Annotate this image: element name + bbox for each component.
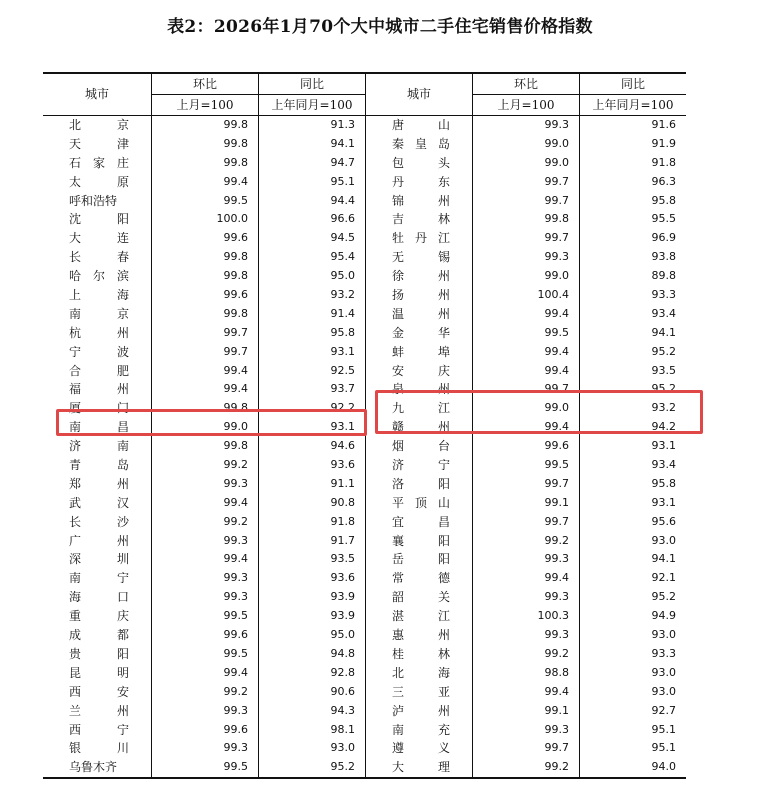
mom-cell: 100.3 bbox=[472, 607, 579, 626]
table-row bbox=[43, 324, 686, 343]
city-cell: 湛江 bbox=[365, 607, 472, 626]
table-row bbox=[43, 456, 686, 475]
yoy-cell: 93.0 bbox=[579, 664, 686, 683]
mom-cell: 99.8 bbox=[151, 437, 258, 456]
yoy-cell: 95.2 bbox=[258, 758, 365, 777]
yoy-cell: 95.0 bbox=[258, 626, 365, 645]
city-cell: 大连 bbox=[69, 231, 129, 246]
yoy-cell: 93.7 bbox=[258, 380, 365, 399]
mom-cell: 99.7 bbox=[472, 513, 579, 532]
city-cell: 温州 bbox=[365, 305, 472, 324]
city-cell: 泸州 bbox=[365, 702, 472, 721]
city-cell: 蚌埠 bbox=[365, 343, 472, 362]
yoy-cell: 94.3 bbox=[258, 702, 365, 721]
yoy-cell: 93.4 bbox=[579, 305, 686, 324]
header-yoy-base-left: 上年同月=100 bbox=[258, 95, 365, 115]
mom-cell: 99.7 bbox=[472, 475, 579, 494]
mom-cell: 99.5 bbox=[151, 192, 258, 211]
mom-cell: 99.7 bbox=[472, 192, 579, 211]
yoy-cell: 93.0 bbox=[258, 739, 365, 758]
yoy-cell: 95.1 bbox=[258, 173, 365, 192]
mom-cell: 99.0 bbox=[472, 399, 579, 418]
table-row bbox=[43, 192, 686, 211]
mom-cell: 99.5 bbox=[472, 456, 579, 475]
table-row bbox=[43, 362, 686, 381]
table-row bbox=[43, 683, 686, 702]
city-cell: 唐山 bbox=[365, 116, 472, 135]
city-cell: 南宁 bbox=[69, 571, 129, 586]
city-cell: 扬州 bbox=[365, 286, 472, 305]
mom-cell: 100.0 bbox=[151, 210, 258, 229]
city-cell: 武汉 bbox=[69, 495, 129, 510]
table-row bbox=[43, 532, 686, 551]
table-row bbox=[43, 588, 686, 607]
mom-cell: 99.4 bbox=[151, 664, 258, 683]
table-row bbox=[43, 645, 686, 664]
yoy-cell: 93.6 bbox=[258, 456, 365, 475]
city-cell: 广州 bbox=[69, 533, 129, 548]
city-cell: 昆明 bbox=[69, 665, 129, 680]
mom-cell: 99.1 bbox=[472, 702, 579, 721]
mom-cell: 99.0 bbox=[472, 267, 579, 286]
mom-cell: 99.2 bbox=[151, 456, 258, 475]
mom-cell: 99.3 bbox=[151, 532, 258, 551]
mom-cell: 99.2 bbox=[151, 683, 258, 702]
mom-cell: 99.8 bbox=[151, 248, 258, 267]
yoy-cell: 95.8 bbox=[258, 324, 365, 343]
table-row bbox=[43, 229, 686, 248]
yoy-cell: 93.1 bbox=[579, 437, 686, 456]
yoy-cell: 94.4 bbox=[258, 192, 365, 211]
mom-cell: 99.0 bbox=[472, 135, 579, 154]
table-title: 表2：2026年1月70个大中城市二手住宅销售价格指数 bbox=[167, 17, 593, 37]
mom-cell: 99.8 bbox=[151, 399, 258, 418]
yoy-cell: 94.1 bbox=[579, 550, 686, 569]
city-cell: 深圳 bbox=[69, 552, 129, 567]
yoy-cell: 93.2 bbox=[258, 286, 365, 305]
city-cell: 长沙 bbox=[69, 514, 129, 529]
mom-cell: 99.4 bbox=[151, 362, 258, 381]
city-cell: 丹东 bbox=[365, 173, 472, 192]
city-cell: 安庆 bbox=[365, 362, 472, 381]
city-cell: 泉州 bbox=[365, 380, 472, 399]
city-cell: 宁波 bbox=[69, 344, 129, 359]
yoy-cell: 93.5 bbox=[258, 550, 365, 569]
mom-cell: 99.8 bbox=[472, 210, 579, 229]
yoy-cell: 96.9 bbox=[579, 229, 686, 248]
mom-cell: 99.8 bbox=[151, 116, 258, 135]
city-cell: 西安 bbox=[69, 684, 129, 699]
yoy-cell: 93.1 bbox=[579, 494, 686, 513]
mom-cell: 99.3 bbox=[151, 569, 258, 588]
table-row bbox=[43, 475, 686, 494]
city-cell: 上海 bbox=[69, 288, 129, 303]
city-cell: 南昌 bbox=[69, 420, 129, 435]
mom-cell: 99.6 bbox=[151, 626, 258, 645]
mom-cell: 99.0 bbox=[151, 418, 258, 437]
mom-cell: 99.6 bbox=[151, 229, 258, 248]
mom-cell: 99.5 bbox=[472, 324, 579, 343]
city-cell: 贵阳 bbox=[69, 646, 129, 661]
table-row bbox=[43, 437, 686, 456]
header-yoy-base-right: 上年同月=100 bbox=[579, 95, 686, 115]
mom-cell: 99.4 bbox=[472, 569, 579, 588]
mom-cell: 99.8 bbox=[151, 267, 258, 286]
mom-cell: 99.3 bbox=[472, 248, 579, 267]
city-cell: 石家庄 bbox=[69, 155, 129, 170]
mom-cell: 99.3 bbox=[472, 550, 579, 569]
mom-cell: 98.8 bbox=[472, 664, 579, 683]
yoy-cell: 95.2 bbox=[579, 380, 686, 399]
mom-cell: 99.4 bbox=[472, 362, 579, 381]
table-body bbox=[43, 116, 686, 777]
yoy-cell: 94.0 bbox=[579, 758, 686, 777]
yoy-cell: 93.3 bbox=[579, 286, 686, 305]
header-mom-right: 环比 bbox=[472, 74, 579, 94]
city-cell: 桂林 bbox=[365, 645, 472, 664]
city-cell: 惠州 bbox=[365, 626, 472, 645]
city-cell: 平顶山 bbox=[365, 494, 472, 513]
yoy-cell: 95.4 bbox=[258, 248, 365, 267]
yoy-cell: 93.9 bbox=[258, 588, 365, 607]
city-cell: 太原 bbox=[69, 174, 129, 189]
city-cell: 襄阳 bbox=[365, 532, 472, 551]
city-cell: 洛阳 bbox=[365, 475, 472, 494]
mom-cell: 99.4 bbox=[472, 683, 579, 702]
yoy-cell: 98.1 bbox=[258, 721, 365, 740]
city-cell: 兰州 bbox=[69, 703, 129, 718]
table-row bbox=[43, 550, 686, 569]
header-city-right: 城市 bbox=[366, 84, 472, 104]
city-cell: 北海 bbox=[365, 664, 472, 683]
highlight-box-nanchang bbox=[56, 409, 367, 436]
yoy-cell: 93.2 bbox=[579, 399, 686, 418]
table-row bbox=[43, 267, 686, 286]
city-cell: 银川 bbox=[69, 741, 129, 756]
yoy-cell: 90.6 bbox=[258, 683, 365, 702]
city-cell: 牡丹江 bbox=[365, 229, 472, 248]
city-cell: 徐州 bbox=[365, 267, 472, 286]
mom-cell: 99.4 bbox=[151, 550, 258, 569]
mom-cell: 99.7 bbox=[472, 739, 579, 758]
mom-cell: 99.6 bbox=[151, 286, 258, 305]
yoy-cell: 93.1 bbox=[258, 418, 365, 437]
yoy-cell: 95.8 bbox=[579, 192, 686, 211]
mom-cell: 99.7 bbox=[472, 173, 579, 192]
yoy-cell: 93.5 bbox=[579, 362, 686, 381]
mom-cell: 99.2 bbox=[472, 758, 579, 777]
city-cell: 包头 bbox=[365, 154, 472, 173]
mom-cell: 99.5 bbox=[151, 645, 258, 664]
yoy-cell: 93.6 bbox=[258, 569, 365, 588]
table-row bbox=[43, 173, 686, 192]
table-row bbox=[43, 305, 686, 324]
mom-cell: 99.5 bbox=[151, 607, 258, 626]
table-row bbox=[43, 758, 686, 777]
city-cell: 重庆 bbox=[69, 609, 129, 624]
table-row bbox=[43, 135, 686, 154]
mom-cell: 99.7 bbox=[472, 229, 579, 248]
mom-cell: 99.4 bbox=[472, 418, 579, 437]
mom-cell: 99.8 bbox=[151, 135, 258, 154]
yoy-cell: 93.0 bbox=[579, 626, 686, 645]
yoy-cell: 92.7 bbox=[579, 702, 686, 721]
yoy-cell: 93.0 bbox=[579, 532, 686, 551]
city-cell: 合肥 bbox=[69, 363, 129, 378]
table-row bbox=[43, 607, 686, 626]
yoy-cell: 91.9 bbox=[579, 135, 686, 154]
header-yoy-left: 同比 bbox=[258, 74, 365, 94]
yoy-cell: 91.3 bbox=[258, 116, 365, 135]
table-row bbox=[43, 248, 686, 267]
city-cell: 南京 bbox=[69, 306, 129, 321]
yoy-cell: 94.5 bbox=[258, 229, 365, 248]
header-mom-base-left: 上月=100 bbox=[151, 95, 258, 115]
mom-cell: 99.7 bbox=[151, 324, 258, 343]
city-cell: 韶关 bbox=[365, 588, 472, 607]
yoy-cell: 92.8 bbox=[258, 664, 365, 683]
city-cell: 三亚 bbox=[365, 683, 472, 702]
mom-cell: 99.8 bbox=[151, 154, 258, 173]
mom-cell: 99.4 bbox=[151, 494, 258, 513]
yoy-cell: 94.2 bbox=[579, 418, 686, 437]
mom-cell: 99.4 bbox=[151, 380, 258, 399]
mom-cell: 99.3 bbox=[472, 116, 579, 135]
table-row bbox=[43, 739, 686, 758]
yoy-cell: 96.6 bbox=[258, 210, 365, 229]
mom-cell: 99.3 bbox=[472, 721, 579, 740]
table-row bbox=[43, 626, 686, 645]
yoy-cell: 95.5 bbox=[579, 210, 686, 229]
yoy-cell: 92.2 bbox=[258, 399, 365, 418]
yoy-cell: 91.8 bbox=[579, 154, 686, 173]
city-cell: 济宁 bbox=[365, 456, 472, 475]
table-row bbox=[43, 286, 686, 305]
city-cell: 西宁 bbox=[69, 722, 129, 737]
city-cell: 济南 bbox=[69, 439, 129, 454]
header-city-left: 城市 bbox=[43, 84, 151, 104]
yoy-cell: 91.1 bbox=[258, 475, 365, 494]
city-cell: 锦州 bbox=[365, 192, 472, 211]
table-row bbox=[43, 116, 686, 135]
table-row bbox=[43, 154, 686, 173]
mom-cell: 99.6 bbox=[151, 721, 258, 740]
mom-cell: 99.2 bbox=[151, 513, 258, 532]
yoy-cell: 94.6 bbox=[258, 437, 365, 456]
city-cell: 呼和浩特 bbox=[69, 193, 118, 208]
mom-cell: 99.2 bbox=[472, 645, 579, 664]
table-row bbox=[43, 343, 686, 362]
yoy-cell: 93.8 bbox=[579, 248, 686, 267]
mom-cell: 99.4 bbox=[151, 173, 258, 192]
yoy-cell: 91.8 bbox=[258, 513, 365, 532]
mom-cell: 99.3 bbox=[151, 588, 258, 607]
city-cell: 青岛 bbox=[69, 458, 129, 473]
city-cell: 杭州 bbox=[69, 325, 129, 340]
city-cell: 福州 bbox=[69, 382, 129, 397]
table-row bbox=[43, 569, 686, 588]
city-cell: 成都 bbox=[69, 628, 129, 643]
city-cell: 常德 bbox=[365, 569, 472, 588]
mom-cell: 100.4 bbox=[472, 286, 579, 305]
city-cell: 长春 bbox=[69, 250, 129, 265]
yoy-cell: 94.7 bbox=[258, 154, 365, 173]
yoy-cell: 91.4 bbox=[258, 305, 365, 324]
city-cell: 南充 bbox=[365, 721, 472, 740]
mom-cell: 99.3 bbox=[151, 702, 258, 721]
yoy-cell: 93.9 bbox=[258, 607, 365, 626]
city-cell: 宜昌 bbox=[365, 513, 472, 532]
city-cell: 无锡 bbox=[365, 248, 472, 267]
yoy-cell: 95.1 bbox=[579, 721, 686, 740]
yoy-cell: 95.8 bbox=[579, 475, 686, 494]
yoy-cell: 92.1 bbox=[579, 569, 686, 588]
city-cell: 赣州 bbox=[365, 418, 472, 437]
yoy-cell: 90.8 bbox=[258, 494, 365, 513]
city-cell: 岳阳 bbox=[365, 550, 472, 569]
city-cell: 吉林 bbox=[365, 210, 472, 229]
mom-cell: 99.3 bbox=[151, 475, 258, 494]
city-cell: 海口 bbox=[69, 590, 129, 605]
yoy-cell: 94.8 bbox=[258, 645, 365, 664]
mom-cell: 99.3 bbox=[472, 626, 579, 645]
yoy-cell: 94.1 bbox=[579, 324, 686, 343]
yoy-cell: 91.6 bbox=[579, 116, 686, 135]
yoy-cell: 92.5 bbox=[258, 362, 365, 381]
mom-cell: 99.3 bbox=[151, 739, 258, 758]
yoy-cell: 89.8 bbox=[579, 267, 686, 286]
yoy-cell: 94.1 bbox=[258, 135, 365, 154]
mom-cell: 99.4 bbox=[472, 343, 579, 362]
table-row bbox=[43, 721, 686, 740]
mom-cell: 99.5 bbox=[151, 758, 258, 777]
yoy-cell: 93.0 bbox=[579, 683, 686, 702]
city-cell: 遵义 bbox=[365, 739, 472, 758]
city-cell: 沈阳 bbox=[69, 212, 129, 227]
table-row bbox=[43, 702, 686, 721]
yoy-cell: 95.1 bbox=[579, 739, 686, 758]
header-yoy-right: 同比 bbox=[579, 74, 686, 94]
city-cell: 乌鲁木齐 bbox=[69, 760, 118, 775]
mom-cell: 99.7 bbox=[151, 343, 258, 362]
city-cell: 九江 bbox=[365, 399, 472, 418]
table-row bbox=[43, 664, 686, 683]
table-row bbox=[43, 513, 686, 532]
yoy-cell: 93.1 bbox=[258, 343, 365, 362]
yoy-cell: 95.6 bbox=[579, 513, 686, 532]
yoy-cell: 96.3 bbox=[579, 173, 686, 192]
mom-cell: 99.1 bbox=[472, 494, 579, 513]
table-row bbox=[43, 210, 686, 229]
yoy-cell: 95.2 bbox=[579, 343, 686, 362]
yoy-cell: 95.2 bbox=[579, 588, 686, 607]
yoy-cell: 93.4 bbox=[579, 456, 686, 475]
table-row bbox=[43, 494, 686, 513]
mom-cell: 99.7 bbox=[472, 380, 579, 399]
mom-cell: 99.8 bbox=[151, 305, 258, 324]
mom-cell: 99.4 bbox=[472, 305, 579, 324]
header-mom-base-right: 上月=100 bbox=[472, 95, 579, 115]
yoy-cell: 95.0 bbox=[258, 267, 365, 286]
mom-cell: 99.6 bbox=[472, 437, 579, 456]
city-cell: 烟台 bbox=[365, 437, 472, 456]
city-cell: 北京 bbox=[69, 118, 129, 132]
city-cell: 厦门 bbox=[69, 401, 129, 416]
city-cell: 秦皇岛 bbox=[365, 135, 472, 154]
mom-cell: 99.0 bbox=[472, 154, 579, 173]
yoy-cell: 93.3 bbox=[579, 645, 686, 664]
city-cell: 哈尔滨 bbox=[69, 269, 129, 284]
yoy-cell: 91.7 bbox=[258, 532, 365, 551]
yoy-cell: 94.9 bbox=[579, 607, 686, 626]
highlight-box-jiujiang-ganzhou bbox=[375, 390, 703, 434]
city-cell: 郑州 bbox=[69, 476, 129, 491]
header-mom-left: 环比 bbox=[151, 74, 258, 94]
mom-cell: 99.2 bbox=[472, 532, 579, 551]
city-cell: 大理 bbox=[365, 758, 472, 777]
city-cell: 天津 bbox=[69, 136, 129, 151]
mom-cell: 99.3 bbox=[472, 588, 579, 607]
city-cell: 金华 bbox=[365, 324, 472, 343]
